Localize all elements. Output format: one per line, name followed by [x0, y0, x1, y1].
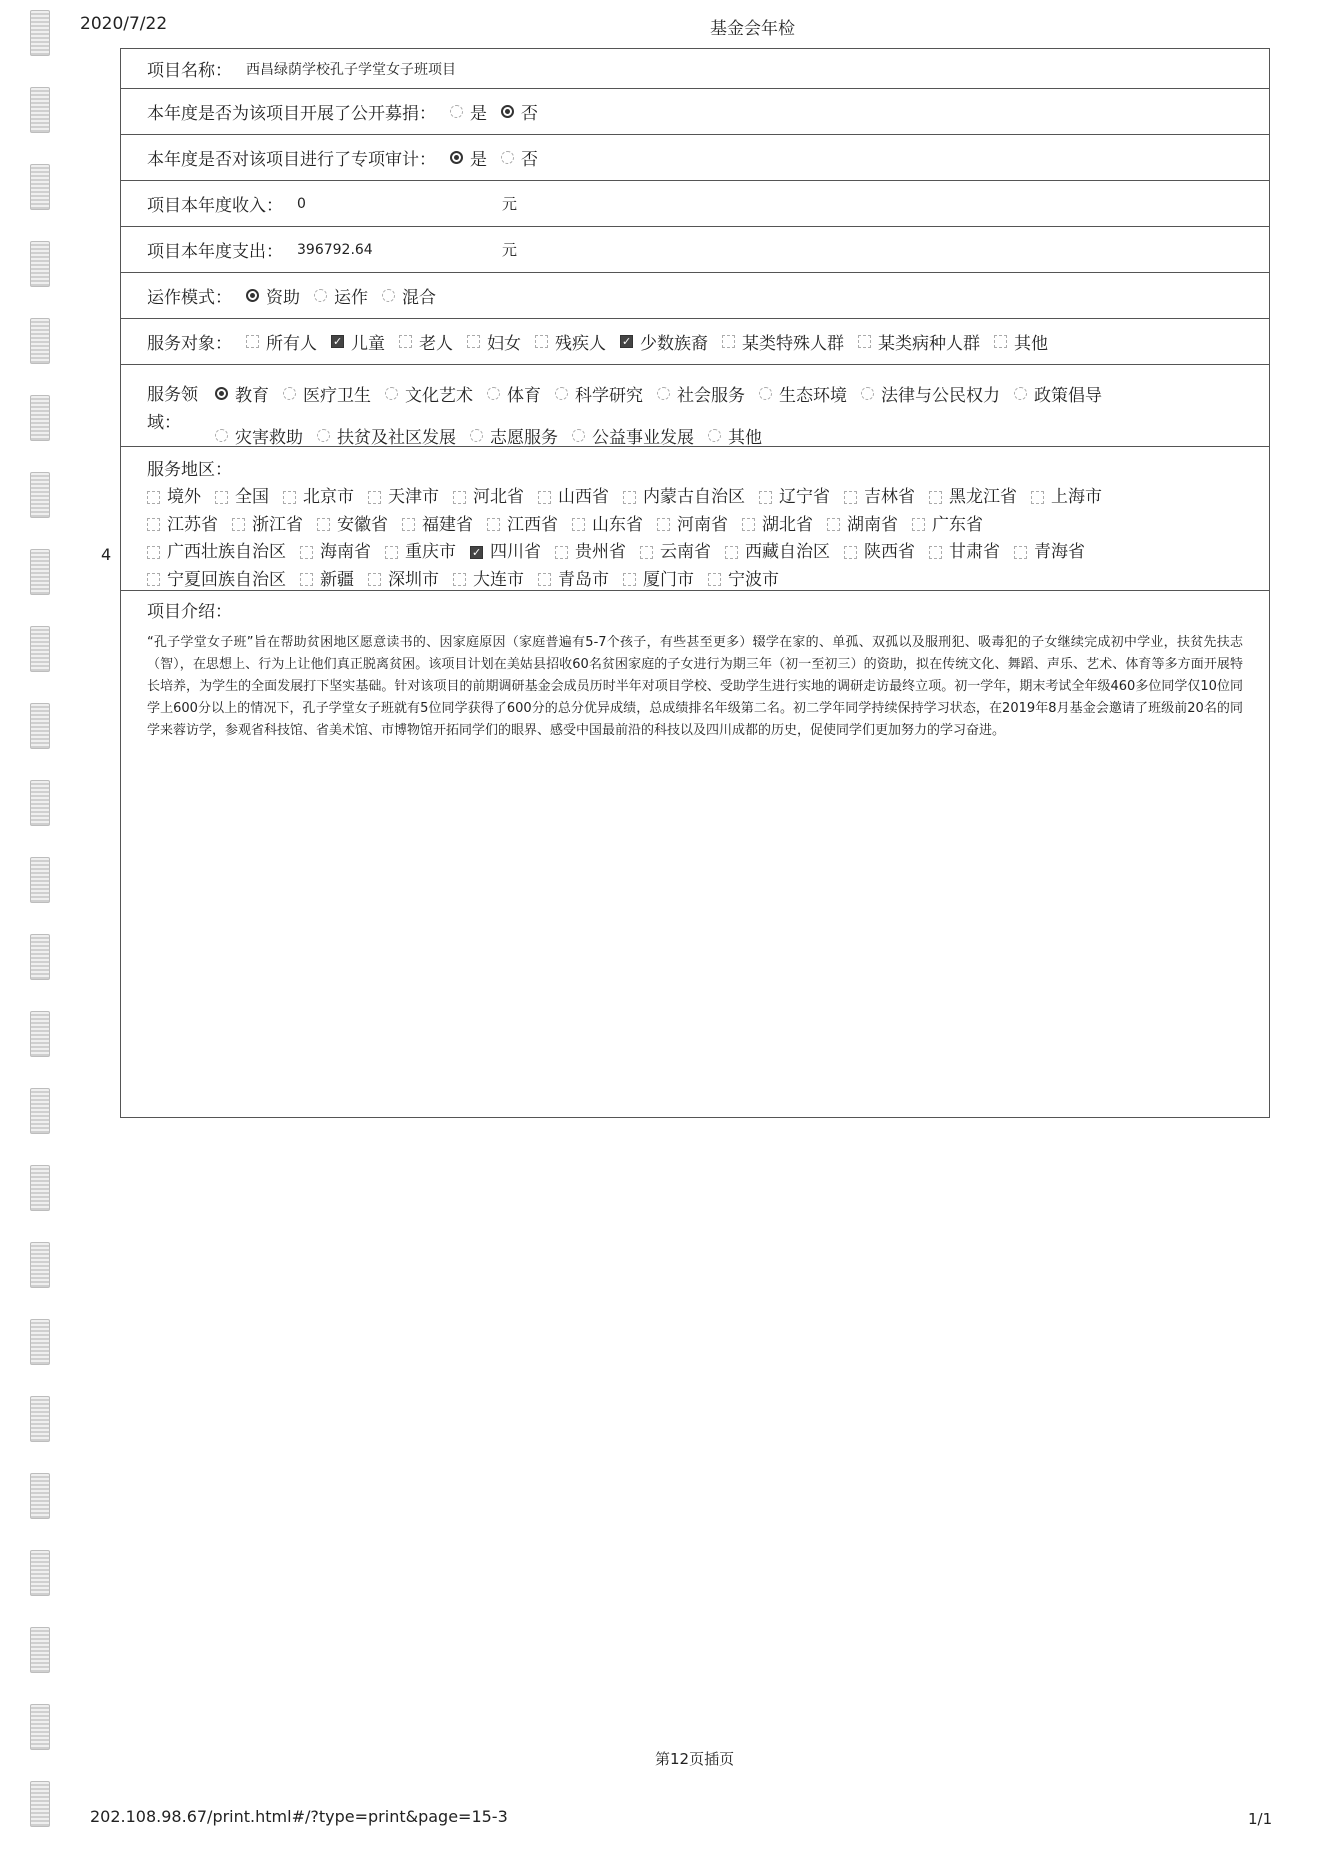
domain-option[interactable]	[215, 423, 303, 448]
checkbox-icon[interactable]	[708, 573, 721, 586]
punch-hole	[30, 241, 50, 287]
domain-option-label: 体育	[507, 386, 541, 406]
checkbox-icon[interactable]	[453, 491, 466, 504]
region-option[interactable]	[368, 567, 439, 593]
radio-icon[interactable]	[382, 289, 395, 302]
punch-hole	[30, 1165, 50, 1211]
region-option[interactable]	[912, 512, 983, 538]
target-option[interactable]	[246, 329, 317, 354]
domain-option[interactable]	[215, 381, 269, 406]
domain-option[interactable]	[657, 381, 745, 406]
region-options	[147, 484, 1269, 594]
region-option-row	[147, 512, 1269, 540]
punch-hole	[30, 857, 50, 903]
region-option-label: 安徽省	[337, 514, 388, 535]
checkbox-icon[interactable]	[246, 335, 259, 348]
fundraising-row	[121, 89, 1269, 135]
checkbox-icon[interactable]	[147, 546, 160, 559]
punch-hole	[30, 1473, 50, 1519]
audit-option[interactable]	[450, 145, 487, 170]
region-option[interactable]	[623, 484, 745, 510]
punch-hole	[30, 1319, 50, 1365]
inspection-form	[101, 48, 1270, 1118]
radio-icon[interactable]	[572, 429, 585, 442]
domain-option[interactable]	[385, 381, 473, 406]
punch-hole	[30, 549, 50, 595]
audit-option-label: 否	[521, 150, 538, 170]
domain-option[interactable]	[283, 381, 371, 406]
domain-option[interactable]	[317, 423, 456, 448]
target-option[interactable]	[331, 329, 385, 354]
region-option[interactable]	[402, 512, 473, 538]
domain-option[interactable]	[470, 423, 558, 448]
domain-options-line1	[201, 381, 1102, 406]
checkbox-icon[interactable]	[657, 518, 670, 531]
region-option-label: 黑龙江省	[949, 487, 1017, 507]
domain-row	[121, 365, 1269, 447]
radio-icon[interactable]	[215, 429, 228, 442]
region-option[interactable]	[232, 512, 303, 538]
region-option-label: 山西省	[558, 487, 609, 507]
target-option[interactable]	[535, 329, 606, 354]
project-name-row	[121, 49, 1269, 89]
region-option[interactable]	[725, 539, 830, 565]
punch-hole	[30, 10, 50, 56]
radio-icon[interactable]	[314, 289, 327, 302]
punch-hole	[30, 1704, 50, 1750]
page-count: 1/1	[1248, 1810, 1273, 1828]
punch-hole	[30, 626, 50, 672]
print-url: 202.108.98.67/print.html#/?type=print&page=15-3	[90, 1807, 508, 1826]
region-option[interactable]	[538, 484, 609, 510]
radio-icon[interactable]	[501, 105, 514, 118]
target-option[interactable]	[858, 329, 980, 354]
punch-hole-strip	[30, 0, 52, 1871]
region-option-label: 吉林省	[864, 487, 915, 507]
mode-option-label: 运作	[334, 288, 368, 308]
region-option-label: 西藏自治区	[745, 542, 830, 562]
region-option[interactable]	[487, 512, 558, 538]
punch-hole	[30, 87, 50, 133]
region-option[interactable]	[368, 484, 439, 510]
region-option-label: 广东省	[932, 514, 983, 535]
region-option[interactable]	[147, 539, 286, 565]
checkbox-icon[interactable]	[640, 546, 653, 559]
region-row	[101, 447, 1269, 591]
checkbox-icon[interactable]	[147, 573, 160, 586]
row-number: 4	[101, 545, 112, 564]
checkbox-icon[interactable]	[467, 335, 480, 348]
domain-option-label: 政策倡导	[1034, 386, 1102, 406]
radio-icon[interactable]	[487, 387, 500, 400]
checkbox-icon[interactable]	[623, 573, 636, 586]
region-option-label: 广西壮族自治区	[167, 542, 286, 562]
mode-option[interactable]	[314, 283, 368, 308]
target-option-label: 所有人	[266, 334, 317, 354]
print-date: 2020/7/22	[80, 14, 168, 34]
target-option-label: 老人	[419, 334, 453, 354]
region-option[interactable]	[555, 539, 626, 565]
radio-icon[interactable]	[501, 151, 514, 164]
radio-icon[interactable]	[1014, 387, 1027, 400]
punch-hole	[30, 472, 50, 518]
region-option-label: 湖南省	[847, 514, 898, 535]
project-name-value: 西昌绿荫学校孔子学堂女子班项目	[246, 61, 456, 78]
target-option-label: 某类病种人群	[878, 334, 980, 354]
punch-hole	[30, 1242, 50, 1288]
punch-hole	[30, 1088, 50, 1134]
punch-hole	[30, 780, 50, 826]
radio-icon[interactable]	[385, 387, 398, 400]
target-option-label: 某类特殊人群	[742, 334, 844, 354]
region-option[interactable]	[453, 484, 524, 510]
radio-icon[interactable]	[317, 429, 330, 442]
domain-option-label: 志愿服务	[490, 428, 558, 448]
checkbox-icon[interactable]	[300, 546, 313, 559]
punch-hole	[30, 395, 50, 441]
checkbox-icon[interactable]	[929, 491, 942, 504]
target-option-label: 儿童	[351, 334, 385, 354]
punch-hole	[30, 1781, 50, 1827]
region-option-label: 宁波市	[728, 569, 779, 590]
region-option-label: 江苏省	[167, 514, 218, 535]
target-option-label: 残疾人	[555, 334, 606, 354]
domain-option[interactable]	[759, 381, 847, 406]
region-option-label: 四川省	[490, 542, 541, 562]
target-option-label: 其他	[1014, 334, 1048, 354]
checkbox-icon[interactable]	[572, 518, 585, 531]
target-option[interactable]	[722, 329, 844, 354]
mode-option-label: 资助	[266, 288, 300, 308]
region-option[interactable]	[538, 567, 609, 593]
punch-hole	[30, 934, 50, 980]
radio-icon[interactable]	[450, 105, 463, 118]
intro-text: “孔子学堂女子班”旨在帮助贫困地区愿意读书的、因家庭原因（家庭普遍有5-7个孩子，有些甚至更多）辍学在家的、单孤、双孤以及服刑犯、吸毒犯的子女继续完成初中学业，扶贫先扶志（智），在思想上、行为上让他们真正脱离贫困。该项目计划在美姑县招收60名贫困家庭的子女进行为期三年（初一至初三）的资助，拟在传统文化、舞蹈、声乐、艺术、体育等多方面开展特长培养，为学生的全面发展打下坚实基础。针对该项目的前期调研基金会成员历时半年对项目学校、受助学生进行实地的调研走访最终立项。初一学年，期末考试全年级460多位同学仅10位同学上600分以上的情况下，孔子学堂女子班就有5位同学获得了600分的总分优异成绩，总成绩排名年级第二名。初二学年同学持续保持学习状态，在2019年8月基金会邀请了班级前20名的同学来蓉访学，参观省科技馆、省美术馆、市博物馆开拓同学们的眼界、感受中国最前沿的科技以及四川成都的历史，促使同学们更加努力的学习奋进。	[147, 635, 1243, 738]
region-option-label: 北京市	[303, 487, 354, 507]
region-option-row	[147, 484, 1269, 512]
radio-icon[interactable]	[470, 429, 483, 442]
checkbox-icon[interactable]	[623, 491, 636, 504]
checkbox-icon[interactable]	[331, 335, 344, 348]
checkbox-icon[interactable]	[1031, 491, 1044, 504]
income-unit: 元	[502, 195, 518, 213]
target-option[interactable]	[620, 329, 708, 354]
region-option-label: 江西省	[507, 514, 558, 535]
audit-option-label: 是	[470, 150, 487, 170]
expense-value: 396792.64	[297, 241, 373, 258]
region-option-label: 甘肃省	[949, 542, 1000, 562]
region-option-label: 河南省	[677, 514, 728, 535]
checkbox-icon[interactable]	[215, 491, 228, 504]
radio-icon[interactable]	[861, 387, 874, 400]
region-option[interactable]	[929, 484, 1017, 510]
punch-hole	[30, 164, 50, 210]
region-option-label: 全国	[235, 487, 269, 507]
audit-label: 本年度是否对该项目进行了专项审计：	[147, 150, 436, 170]
region-option[interactable]	[657, 512, 728, 538]
region-option[interactable]	[283, 484, 354, 510]
insert-page-mark: 第12页插页	[655, 1750, 735, 1768]
intro-section	[121, 591, 1269, 742]
region-option-label: 厦门市	[643, 569, 694, 590]
checkbox-icon[interactable]	[399, 335, 412, 348]
radio-icon[interactable]	[450, 151, 463, 164]
mode-label: 运作模式：	[147, 288, 232, 308]
region-option-row	[147, 567, 1269, 595]
punch-hole	[30, 1011, 50, 1057]
radio-icon[interactable]	[708, 429, 721, 442]
target-option[interactable]	[399, 329, 453, 354]
checkbox-icon[interactable]	[487, 518, 500, 531]
mode-option-label: 混合	[402, 288, 436, 308]
checkbox-icon[interactable]	[858, 335, 871, 348]
domain-option[interactable]	[708, 423, 762, 448]
punch-hole	[30, 1550, 50, 1596]
domain-label: 服务领域：	[147, 385, 198, 433]
punch-hole	[30, 1396, 50, 1442]
region-option-label: 浙江省	[252, 514, 303, 535]
region-option[interactable]	[1014, 539, 1085, 565]
region-option-label: 河北省	[473, 487, 524, 507]
project-name-label: 项目名称：	[147, 61, 232, 81]
domain-options-line2	[201, 423, 762, 448]
checkbox-icon[interactable]	[929, 546, 942, 559]
region-option[interactable]	[147, 512, 218, 538]
fundraising-option[interactable]	[501, 99, 538, 124]
domain-option-label: 公益事业发展	[592, 428, 694, 448]
region-option-label: 天津市	[388, 487, 439, 507]
region-option[interactable]	[300, 567, 354, 593]
income-row	[121, 181, 1269, 227]
domain-option-label: 教育	[235, 386, 269, 406]
checkbox-icon[interactable]	[759, 491, 772, 504]
region-option[interactable]	[300, 539, 371, 565]
region-option-label: 青海省	[1034, 542, 1085, 562]
region-option-label: 新疆	[320, 569, 354, 590]
radio-icon[interactable]	[246, 289, 259, 302]
domain-option-label: 医疗卫生	[303, 386, 371, 406]
target-option-label: 少数族裔	[640, 334, 708, 354]
domain-option-label: 灾害救助	[235, 428, 303, 448]
region-option[interactable]	[215, 484, 269, 510]
checkbox-icon[interactable]	[300, 573, 313, 586]
expense-row	[121, 227, 1269, 273]
checkbox-icon[interactable]	[620, 335, 633, 348]
radio-icon[interactable]	[283, 387, 296, 400]
region-option[interactable]	[844, 484, 915, 510]
punch-hole	[30, 318, 50, 364]
region-option[interactable]	[453, 567, 524, 593]
region-option-label: 境外	[167, 487, 201, 507]
region-option-label: 海南省	[320, 542, 371, 562]
domain-option-label: 扶贫及社区发展	[337, 428, 456, 448]
domain-option-label: 社会服务	[677, 386, 745, 406]
mode-options	[232, 283, 436, 308]
mode-option[interactable]	[246, 283, 300, 308]
region-option-label: 辽宁省	[779, 487, 830, 507]
radio-icon[interactable]	[555, 387, 568, 400]
fundraising-option-label: 否	[521, 104, 538, 124]
checkbox-icon[interactable]	[742, 518, 755, 531]
fundraising-option-label: 是	[470, 104, 487, 124]
region-label: 服务地区：	[147, 460, 232, 480]
checkbox-icon[interactable]	[555, 546, 568, 559]
region-option[interactable]	[572, 512, 643, 538]
audit-row	[121, 135, 1269, 181]
region-option-label: 青岛市	[558, 569, 609, 590]
radio-icon[interactable]	[215, 387, 228, 400]
expense-label: 项目本年度支出：	[147, 242, 283, 262]
target-options	[232, 329, 1048, 354]
mode-option[interactable]	[382, 283, 436, 308]
mode-row	[121, 273, 1269, 319]
domain-option[interactable]	[861, 381, 1000, 406]
checkbox-icon[interactable]	[385, 546, 398, 559]
checkbox-icon[interactable]	[722, 335, 735, 348]
region-option-label: 云南省	[660, 542, 711, 562]
audit-option[interactable]	[501, 145, 538, 170]
audit-options	[436, 145, 538, 170]
checkbox-icon[interactable]	[368, 573, 381, 586]
target-option[interactable]	[994, 329, 1048, 354]
fundraising-options	[436, 99, 538, 124]
region-option-label: 内蒙古自治区	[643, 487, 745, 507]
domain-option[interactable]	[572, 423, 694, 448]
checkbox-icon[interactable]	[147, 518, 160, 531]
checkbox-icon[interactable]	[317, 518, 330, 531]
income-label: 项目本年度收入：	[147, 196, 283, 216]
checkbox-icon[interactable]	[470, 546, 483, 559]
region-option[interactable]	[470, 539, 541, 565]
checkbox-icon[interactable]	[912, 518, 925, 531]
checkbox-icon[interactable]	[535, 335, 548, 348]
domain-option[interactable]	[1014, 381, 1102, 406]
domain-option-label: 科学研究	[575, 386, 643, 406]
domain-option[interactable]	[487, 381, 541, 406]
region-option-label: 上海市	[1051, 487, 1102, 507]
region-option[interactable]	[147, 567, 286, 593]
region-option-label: 福建省	[422, 514, 473, 535]
region-option-label: 深圳市	[388, 569, 439, 590]
page-title: 基金会年检	[710, 19, 795, 39]
region-option-label: 山东省	[592, 514, 643, 535]
region-option-label: 贵州省	[575, 542, 626, 562]
expense-unit: 元	[502, 241, 518, 259]
region-option[interactable]	[759, 484, 830, 510]
target-option-label: 妇女	[487, 334, 521, 354]
checkbox-icon[interactable]	[538, 573, 551, 586]
region-option[interactable]	[317, 512, 388, 538]
checkbox-icon[interactable]	[283, 491, 296, 504]
region-option[interactable]	[623, 567, 694, 593]
domain-option[interactable]	[555, 381, 643, 406]
checkbox-icon[interactable]	[368, 491, 381, 504]
checkbox-icon[interactable]	[725, 546, 738, 559]
region-option-row	[147, 539, 1269, 567]
region-option-label: 湖北省	[762, 514, 813, 535]
region-option-label: 重庆市	[405, 542, 456, 562]
punch-hole	[30, 1627, 50, 1673]
region-option-label: 大连市	[473, 569, 524, 590]
punch-hole	[30, 703, 50, 749]
income-value: 0	[297, 195, 306, 212]
region-option[interactable]	[385, 539, 456, 565]
domain-option-label: 生态环境	[779, 386, 847, 406]
region-option[interactable]	[827, 512, 898, 538]
region-option[interactable]	[1031, 484, 1102, 510]
region-option[interactable]	[708, 567, 779, 593]
domain-option-label: 文化艺术	[405, 386, 473, 406]
region-option[interactable]	[640, 539, 711, 565]
fundraising-option[interactable]	[450, 99, 487, 124]
checkbox-icon[interactable]	[147, 491, 160, 504]
region-option[interactable]	[742, 512, 813, 538]
region-option[interactable]	[147, 484, 201, 510]
checkbox-icon[interactable]	[538, 491, 551, 504]
checkbox-icon[interactable]	[844, 491, 857, 504]
checkbox-icon[interactable]	[232, 518, 245, 531]
region-option-label: 陕西省	[864, 542, 915, 562]
target-option[interactable]	[467, 329, 521, 354]
target-label: 服务对象：	[147, 334, 232, 354]
radio-icon[interactable]	[759, 387, 772, 400]
target-row	[121, 319, 1269, 365]
radio-icon[interactable]	[657, 387, 670, 400]
checkbox-icon[interactable]	[1014, 546, 1027, 559]
region-option-label: 宁夏回族自治区	[167, 569, 286, 590]
region-option[interactable]	[929, 539, 1000, 565]
checkbox-icon[interactable]	[844, 546, 857, 559]
fundraising-label: 本年度是否为该项目开展了公开募捐：	[147, 104, 436, 124]
checkbox-icon[interactable]	[402, 518, 415, 531]
intro-label: 项目介绍：	[147, 602, 232, 622]
domain-option-label: 法律与公民权力	[881, 386, 1000, 406]
checkbox-icon[interactable]	[827, 518, 840, 531]
region-option[interactable]	[844, 539, 915, 565]
checkbox-icon[interactable]	[994, 335, 1007, 348]
checkbox-icon[interactable]	[453, 573, 466, 586]
domain-option-label: 其他	[728, 428, 762, 448]
